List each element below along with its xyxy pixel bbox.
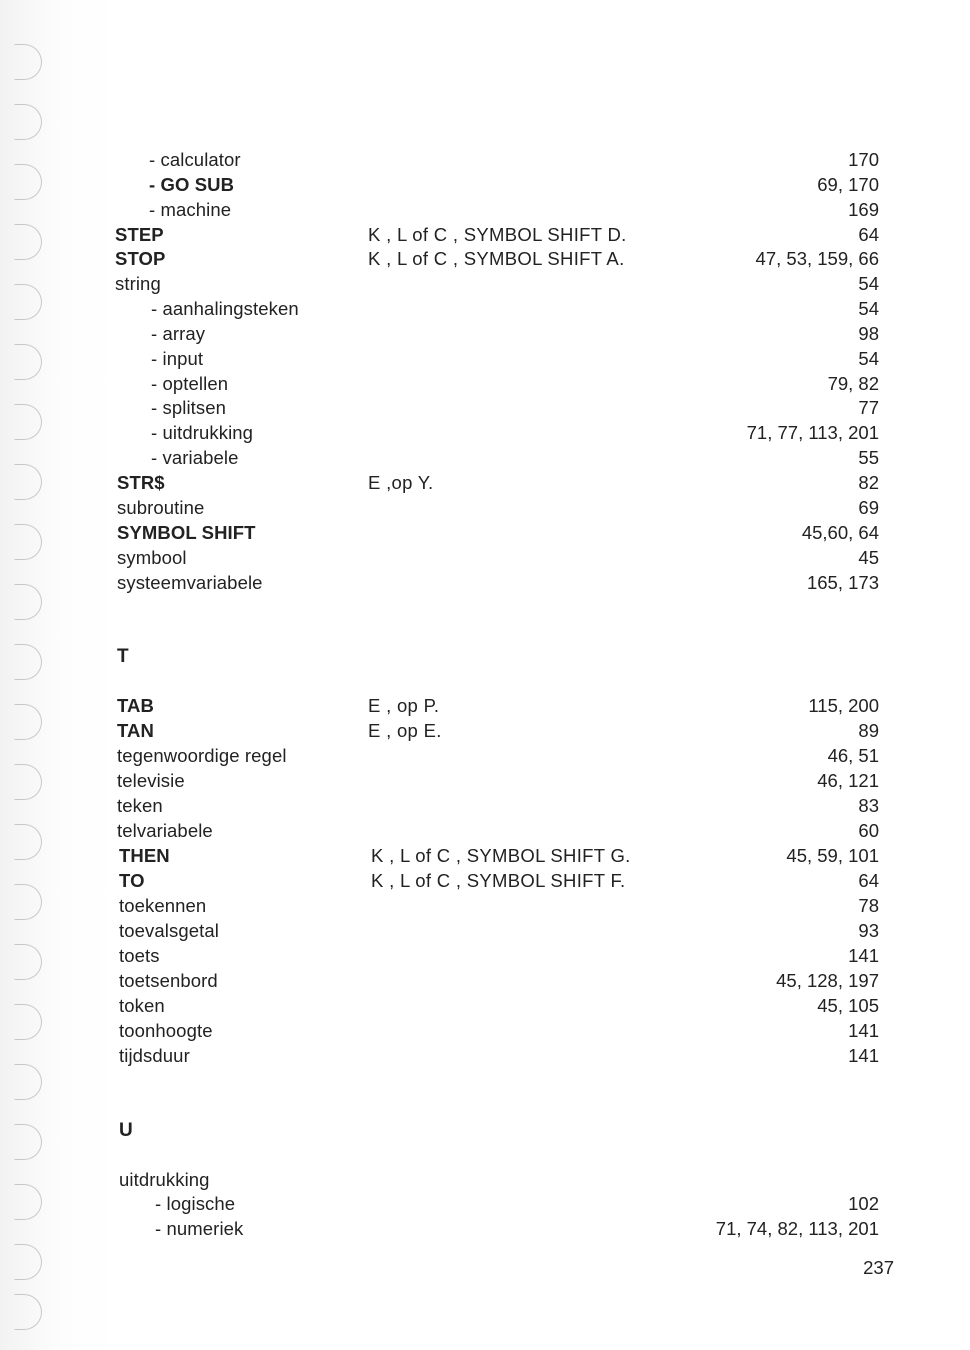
key-combination: E , op E. bbox=[368, 720, 442, 741]
page-references: 46, 121 bbox=[817, 770, 879, 791]
index-term: token bbox=[119, 995, 165, 1016]
index-entry bbox=[0, 421, 970, 445]
binder-hole bbox=[14, 1244, 42, 1280]
index-entry bbox=[0, 894, 970, 918]
index-entry bbox=[0, 396, 970, 420]
page-references: 46, 51 bbox=[827, 745, 879, 766]
index-term: toekennen bbox=[119, 895, 207, 916]
binder-hole bbox=[14, 1294, 42, 1330]
page-references: 54 bbox=[858, 298, 879, 319]
page-references: 165, 173 bbox=[806, 572, 879, 593]
index-entry bbox=[0, 571, 970, 595]
index-entry bbox=[0, 347, 970, 371]
index-term: - aanhalingsteken bbox=[151, 298, 299, 319]
page-references: 102 bbox=[848, 1193, 879, 1214]
page-references: 45,60, 64 bbox=[801, 522, 879, 543]
index-term: toetsenbord bbox=[119, 970, 218, 991]
page-references: 115, 200 bbox=[808, 695, 879, 716]
index-entry bbox=[0, 496, 970, 520]
index-entry bbox=[0, 546, 970, 570]
index-term: televisie bbox=[117, 770, 185, 791]
index-entry bbox=[0, 446, 970, 470]
index-term: SYMBOL SHIFT bbox=[117, 522, 256, 543]
page-references: 83 bbox=[858, 795, 879, 816]
index-entry bbox=[0, 322, 970, 346]
page-references: 169 bbox=[848, 199, 879, 220]
page-references: 47, 53, 159, 66 bbox=[755, 248, 879, 269]
key-combination: K , L of C , SYMBOL SHIFT G. bbox=[371, 845, 631, 866]
section-letter: T bbox=[117, 646, 129, 667]
index-entry bbox=[0, 297, 970, 321]
index-term: toevalsgetal bbox=[119, 920, 219, 941]
index-term: - splitsen bbox=[151, 397, 227, 418]
index-term: subroutine bbox=[117, 497, 205, 518]
binder-hole bbox=[14, 44, 42, 80]
index-entry bbox=[0, 694, 970, 718]
index-entry bbox=[0, 247, 970, 271]
page-references: 55 bbox=[858, 447, 879, 468]
index-term: symbool bbox=[117, 547, 187, 568]
index-entry bbox=[0, 844, 970, 868]
page-references: 64 bbox=[858, 870, 879, 891]
index-term: - GO SUB bbox=[149, 174, 235, 195]
index-entry bbox=[0, 944, 970, 968]
page-references: 45, 128, 197 bbox=[776, 970, 879, 991]
index-entry bbox=[0, 994, 970, 1018]
page-references: 78 bbox=[858, 895, 879, 916]
binder-hole bbox=[14, 1064, 42, 1100]
page-references: 93 bbox=[858, 920, 879, 941]
index-entry bbox=[0, 1044, 970, 1068]
page-references: 82 bbox=[858, 472, 879, 493]
index-term: - logische bbox=[155, 1193, 236, 1214]
index-term: STR$ bbox=[117, 472, 165, 493]
index-term: TAN bbox=[117, 720, 154, 741]
index-entry bbox=[0, 471, 970, 495]
index-entry bbox=[0, 173, 970, 197]
index-entry bbox=[0, 969, 970, 993]
index-term: systeemvariabele bbox=[117, 572, 263, 593]
index-term: TAB bbox=[117, 695, 154, 716]
index-term: - calculator bbox=[149, 149, 241, 170]
index-term: STOP bbox=[115, 248, 166, 269]
page-references: 71, 74, 82, 113, 201 bbox=[715, 1218, 879, 1239]
index-term: - uitdrukking bbox=[151, 422, 254, 443]
index-entry bbox=[0, 794, 970, 818]
key-combination: K , L of C , SYMBOL SHIFT D. bbox=[368, 224, 627, 245]
page-number: 237 bbox=[863, 1257, 894, 1278]
index-term: teken bbox=[117, 795, 163, 816]
page-references: 170 bbox=[848, 149, 879, 170]
index-term: THEN bbox=[119, 845, 170, 866]
index-entry bbox=[0, 1192, 970, 1216]
index-term: TO bbox=[119, 870, 145, 891]
index-term: - array bbox=[151, 323, 206, 344]
index-entry bbox=[0, 719, 970, 743]
index-entry bbox=[0, 1217, 970, 1241]
key-combination: E ,op Y. bbox=[368, 472, 434, 493]
page-references: 54 bbox=[858, 273, 879, 294]
index-term: uitdrukking bbox=[119, 1169, 210, 1190]
index-entry bbox=[0, 919, 970, 943]
index-entry bbox=[0, 148, 970, 172]
page-references: 64 bbox=[858, 224, 879, 245]
page-references: 141 bbox=[848, 1045, 879, 1066]
index-term: telvariabele bbox=[117, 820, 213, 841]
index-term: - input bbox=[151, 348, 204, 369]
index-entry bbox=[0, 198, 970, 222]
page-references: 45, 59, 101 bbox=[786, 845, 879, 866]
page-references: 45, 105 bbox=[817, 995, 879, 1016]
key-combination: E , op P. bbox=[368, 695, 440, 716]
binder-hole bbox=[14, 1124, 42, 1160]
index-term: toets bbox=[119, 945, 160, 966]
index-entry bbox=[0, 769, 970, 793]
binder-hole bbox=[14, 644, 42, 680]
index-term: tijdsduur bbox=[119, 1045, 190, 1066]
index-entry bbox=[0, 223, 970, 247]
binder-hole bbox=[14, 104, 42, 140]
index-term: - variabele bbox=[151, 447, 239, 468]
index-entry bbox=[0, 272, 970, 296]
page-references: 141 bbox=[848, 945, 879, 966]
page-references: 69, 170 bbox=[817, 174, 879, 195]
page-references: 45 bbox=[858, 547, 879, 568]
page-references: 54 bbox=[858, 348, 879, 369]
index-entry bbox=[0, 744, 970, 768]
index-term: toonhoogte bbox=[119, 1020, 213, 1041]
page-references: 141 bbox=[848, 1020, 879, 1041]
index-term: STEP bbox=[115, 224, 164, 245]
page-references: 69 bbox=[858, 497, 879, 518]
page-references: 60 bbox=[858, 820, 879, 841]
index-term: - machine bbox=[149, 199, 232, 220]
index-term: - numeriek bbox=[155, 1218, 244, 1239]
section-letter: U bbox=[119, 1120, 133, 1141]
index-entry bbox=[0, 1019, 970, 1043]
page-references: 77 bbox=[858, 397, 879, 418]
page-references: 71, 77, 113, 201 bbox=[746, 422, 879, 443]
key-combination: K , L of C , SYMBOL SHIFT A. bbox=[368, 248, 625, 269]
index-entry bbox=[0, 521, 970, 545]
index-entry bbox=[0, 869, 970, 893]
key-combination: K , L of C , SYMBOL SHIFT F. bbox=[371, 870, 626, 891]
page-references: 89 bbox=[858, 720, 879, 741]
index-term: string bbox=[115, 273, 161, 294]
index-entry bbox=[0, 1168, 970, 1192]
page-references: 98 bbox=[858, 323, 879, 344]
index-term: tegenwoordige regel bbox=[117, 745, 287, 766]
index-entry bbox=[0, 819, 970, 843]
page-references: 79, 82 bbox=[827, 373, 879, 394]
index-term: - optellen bbox=[151, 373, 229, 394]
index-entry bbox=[0, 372, 970, 396]
